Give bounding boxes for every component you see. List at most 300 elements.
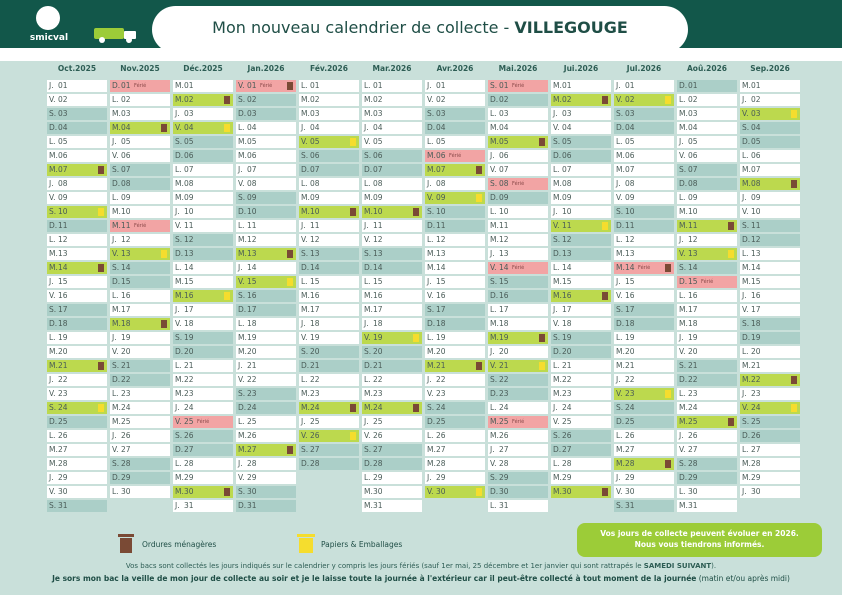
day-cell xyxy=(677,500,737,512)
weekday-letter: S. xyxy=(112,263,120,272)
day-number: 12 xyxy=(373,235,383,244)
weekday-letter: J. xyxy=(175,305,180,314)
weekday-letter: L. xyxy=(49,137,56,146)
day-number: 22 xyxy=(58,375,68,384)
weekday-letter: L. xyxy=(742,151,749,160)
day-number: 16 xyxy=(373,291,383,300)
day-cell xyxy=(299,290,359,302)
day-number: 03 xyxy=(58,109,68,118)
day-cell xyxy=(299,388,359,400)
day-cell xyxy=(551,206,611,218)
day-cell xyxy=(614,276,674,288)
weekday-letter: M. xyxy=(742,81,751,90)
day-cell xyxy=(614,178,674,190)
weekday-letter: D. xyxy=(679,179,688,188)
day-number: 02 xyxy=(121,95,131,104)
weekday-letter: D. xyxy=(427,221,436,230)
weekday-letter: V. xyxy=(553,123,560,132)
day-cell xyxy=(614,416,674,428)
weekday-letter: J. xyxy=(616,277,621,286)
weekday-letter: M. xyxy=(301,95,310,104)
day-number: 01 xyxy=(751,81,761,90)
weekday-letter: S. xyxy=(553,137,561,146)
weekday-letter: S. xyxy=(175,431,183,440)
weekday-letter: V. xyxy=(238,375,245,384)
day-number: 02 xyxy=(58,95,68,104)
household-waste-bin-icon xyxy=(539,334,545,342)
day-number: 09 xyxy=(373,193,383,202)
weekday-letter: D. xyxy=(616,417,625,426)
day-cell xyxy=(173,94,233,106)
day-cell xyxy=(740,346,800,358)
day-number: 21 xyxy=(310,361,320,370)
day-cell xyxy=(740,108,800,120)
day-cell xyxy=(614,304,674,316)
weekday-letter: L. xyxy=(490,305,497,314)
day-cell xyxy=(740,304,800,316)
day-number: 19 xyxy=(562,333,572,342)
weekday-letter: M. xyxy=(301,207,310,216)
weekday-letter: L. xyxy=(490,207,497,216)
day-cell xyxy=(362,290,422,302)
day-number: 05 xyxy=(562,137,572,146)
weekday-letter: J. xyxy=(742,389,747,398)
day-cell xyxy=(488,416,548,428)
day-number: 18 xyxy=(373,319,383,328)
weekday-letter: V. xyxy=(112,347,119,356)
recycling-bin-icon xyxy=(665,96,671,104)
weekday-letter: J. xyxy=(427,277,432,286)
day-cell xyxy=(488,276,548,288)
weekday-letter: M. xyxy=(175,179,184,188)
day-cell xyxy=(110,262,170,274)
household-waste-bin-icon xyxy=(350,404,356,412)
day-number: 12 xyxy=(436,235,446,244)
weekday-letter: M. xyxy=(364,501,373,510)
household-waste-bin-icon xyxy=(602,488,608,496)
day-number: 29 xyxy=(373,473,383,482)
day-number: 18 xyxy=(247,319,257,328)
day-number: 08 xyxy=(688,179,698,188)
day-cell xyxy=(551,360,611,372)
weekday-letter: V. xyxy=(301,333,308,342)
day-number: 16 xyxy=(436,291,446,300)
day-number: 26 xyxy=(184,431,194,440)
weekday-letter: J. xyxy=(490,151,495,160)
weekday-letter: V. xyxy=(49,389,56,398)
day-number: 09 xyxy=(625,193,635,202)
day-cell xyxy=(47,374,107,386)
day-cell xyxy=(740,276,800,288)
weekday-letter: L. xyxy=(427,137,434,146)
day-number: 28 xyxy=(499,459,509,468)
day-number: 05 xyxy=(310,137,320,146)
weekday-letter: S. xyxy=(175,137,183,146)
day-cell xyxy=(110,248,170,260)
weekday-letter: S. xyxy=(49,207,57,216)
day-number: 17 xyxy=(184,305,194,314)
day-number: 09 xyxy=(688,193,698,202)
weekday-letter: L. xyxy=(616,235,623,244)
day-number: 04 xyxy=(373,123,383,132)
notice-box xyxy=(577,523,822,557)
day-number: 25 xyxy=(121,417,131,426)
weekday-letter: V. xyxy=(175,319,182,328)
day-cell xyxy=(236,472,296,484)
day-cell xyxy=(614,150,674,162)
weekday-letter: V. xyxy=(679,445,686,454)
day-cell xyxy=(362,80,422,92)
weekday-letter: D. xyxy=(364,459,373,468)
weekday-letter: J. xyxy=(742,291,747,300)
day-number: 06 xyxy=(121,151,131,160)
day-number: 23 xyxy=(58,389,68,398)
weekday-letter: D. xyxy=(427,319,436,328)
weekday-letter: M. xyxy=(427,263,436,272)
day-number: 06 xyxy=(373,151,383,160)
weekday-letter: M. xyxy=(427,361,436,370)
day-number: 13 xyxy=(625,249,635,258)
day-cell xyxy=(740,430,800,442)
day-cell xyxy=(425,220,485,232)
day-cell xyxy=(677,444,737,456)
day-number: 07 xyxy=(121,165,131,174)
page-title xyxy=(212,18,628,37)
holiday-label: Férié xyxy=(512,180,525,187)
day-number: 31 xyxy=(184,501,194,510)
day-number: 29 xyxy=(436,473,446,482)
day-number: 22 xyxy=(436,375,446,384)
weekday-letter: M. xyxy=(490,319,499,328)
month-header: Déc.2025 xyxy=(183,64,223,73)
day-number: 23 xyxy=(688,389,698,398)
day-cell xyxy=(47,430,107,442)
day-number: 17 xyxy=(436,305,446,314)
day-cell xyxy=(425,276,485,288)
weekday-letter: M. xyxy=(364,403,373,412)
day-cell xyxy=(110,108,170,120)
weekday-letter: L. xyxy=(364,473,371,482)
weekday-letter: V. xyxy=(238,81,245,90)
day-cell xyxy=(110,164,170,176)
day-number: 10 xyxy=(247,207,257,216)
weekday-letter: M. xyxy=(553,487,562,496)
day-number: 19 xyxy=(184,333,194,342)
weekday-letter: S. xyxy=(490,277,498,286)
weekday-letter: L. xyxy=(364,179,371,188)
day-cell xyxy=(740,220,800,232)
day-cell xyxy=(236,178,296,190)
day-number: 22 xyxy=(625,375,635,384)
day-cell xyxy=(551,304,611,316)
day-cell xyxy=(110,192,170,204)
day-number: 17 xyxy=(688,305,698,314)
day-cell xyxy=(488,304,548,316)
recycling-bin-icon xyxy=(413,334,419,342)
weekday-letter: D. xyxy=(490,95,499,104)
day-cell xyxy=(551,430,611,442)
day-number: 30 xyxy=(751,487,761,496)
day-number: 22 xyxy=(247,375,257,384)
weekday-letter: V. xyxy=(238,277,245,286)
weekday-letter: D. xyxy=(679,473,688,482)
day-number: 19 xyxy=(436,333,446,342)
day-number: 11 xyxy=(184,221,194,230)
weekday-letter: S. xyxy=(679,165,687,174)
day-cell xyxy=(47,164,107,176)
day-number: 01 xyxy=(373,81,383,90)
day-cell xyxy=(740,416,800,428)
day-cell xyxy=(677,402,737,414)
day-cell xyxy=(740,206,800,218)
day-number: 01 xyxy=(58,81,68,90)
day-cell xyxy=(173,150,233,162)
weekday-letter: D. xyxy=(301,459,310,468)
day-number: 11 xyxy=(499,221,509,230)
day-cell xyxy=(614,402,674,414)
weekday-letter: J. xyxy=(238,459,243,468)
weekday-letter: M. xyxy=(553,277,562,286)
day-cell xyxy=(362,360,422,372)
month-header: Jul.2026 xyxy=(626,64,662,73)
weekday-letter: M. xyxy=(742,165,751,174)
day-cell xyxy=(677,318,737,330)
weekday-letter: J. xyxy=(427,179,432,188)
weekday-letter: M. xyxy=(490,235,499,244)
day-number: 13 xyxy=(310,249,320,258)
weekday-letter: J. xyxy=(490,347,495,356)
weekday-letter: J. xyxy=(175,403,180,412)
day-number: 14 xyxy=(184,263,194,272)
weekday-letter: M. xyxy=(364,95,373,104)
weekday-letter: L. xyxy=(679,291,686,300)
day-number: 05 xyxy=(373,137,383,146)
day-cell xyxy=(299,192,359,204)
day-cell xyxy=(362,388,422,400)
weekday-letter: S. xyxy=(490,81,498,90)
weekday-letter: D. xyxy=(49,221,58,230)
day-number: 02 xyxy=(436,95,446,104)
garbage-truck-icon xyxy=(92,24,140,44)
day-number: 12 xyxy=(58,235,68,244)
day-number: 25 xyxy=(751,417,761,426)
day-cell xyxy=(173,472,233,484)
day-cell xyxy=(677,416,737,428)
day-number: 04 xyxy=(751,123,761,132)
day-number: 31 xyxy=(247,501,257,510)
smicval-logo xyxy=(26,6,72,44)
day-number: 26 xyxy=(751,431,761,440)
weekday-letter: S. xyxy=(301,151,309,160)
day-cell xyxy=(551,290,611,302)
day-number: 13 xyxy=(688,249,698,258)
weekday-letter: M. xyxy=(112,403,121,412)
weekday-letter: D. xyxy=(679,375,688,384)
day-cell xyxy=(110,458,170,470)
day-cell xyxy=(173,80,233,92)
weekday-letter: M. xyxy=(112,417,121,426)
day-number: 27 xyxy=(121,445,131,454)
weekday-letter: V. xyxy=(553,319,560,328)
weekday-letter: J. xyxy=(301,221,306,230)
day-number: 28 xyxy=(436,459,446,468)
weekday-letter: M. xyxy=(490,417,499,426)
day-number: 10 xyxy=(499,207,509,216)
day-cell xyxy=(362,220,422,232)
day-cell xyxy=(677,178,737,190)
day-number: 10 xyxy=(373,207,383,216)
day-cell xyxy=(551,164,611,176)
day-cell xyxy=(362,500,422,512)
weekday-letter: D. xyxy=(553,445,562,454)
day-number: 18 xyxy=(688,319,698,328)
day-cell xyxy=(362,416,422,428)
day-number: 23 xyxy=(751,389,761,398)
weekday-letter: D. xyxy=(364,361,373,370)
day-number: 29 xyxy=(562,473,572,482)
day-cell xyxy=(236,248,296,260)
day-number: 31 xyxy=(499,501,509,510)
weekday-letter: M. xyxy=(175,277,184,286)
weekday-letter: D. xyxy=(679,81,688,90)
day-number: 10 xyxy=(310,207,320,216)
weekday-letter: J. xyxy=(427,375,432,384)
day-number: 24 xyxy=(562,403,572,412)
household-waste-bin-icon xyxy=(728,418,734,426)
day-cell xyxy=(299,346,359,358)
day-number: 24 xyxy=(247,403,257,412)
day-cell xyxy=(110,444,170,456)
weekday-letter: M. xyxy=(175,95,184,104)
recycling-bin-icon xyxy=(665,390,671,398)
day-number: 05 xyxy=(436,137,446,146)
weekday-letter: M. xyxy=(616,263,625,272)
day-number: 18 xyxy=(121,319,131,328)
day-number: 27 xyxy=(751,445,761,454)
day-cell xyxy=(488,430,548,442)
weekday-letter: V. xyxy=(490,165,497,174)
day-cell xyxy=(236,262,296,274)
footer-instruction xyxy=(0,574,842,583)
day-cell xyxy=(362,318,422,330)
household-waste-bin-icon xyxy=(602,292,608,300)
day-number: 04 xyxy=(688,123,698,132)
weekday-letter: V. xyxy=(616,193,623,202)
day-cell xyxy=(362,304,422,316)
weekday-letter: S. xyxy=(742,123,750,132)
day-number: 22 xyxy=(310,375,320,384)
day-number: 28 xyxy=(310,459,320,468)
day-number: 18 xyxy=(499,319,509,328)
day-cell xyxy=(47,192,107,204)
day-cell xyxy=(173,108,233,120)
day-number: 24 xyxy=(688,403,698,412)
day-number: 25 xyxy=(562,417,572,426)
weekday-letter: S. xyxy=(742,221,750,230)
weekday-letter: L. xyxy=(616,333,623,342)
day-number: 26 xyxy=(121,431,131,440)
weekday-letter: D. xyxy=(427,417,436,426)
day-number: 06 xyxy=(58,151,68,160)
day-number: 07 xyxy=(373,165,383,174)
day-cell xyxy=(299,178,359,190)
day-cell xyxy=(299,206,359,218)
day-cell xyxy=(488,360,548,372)
day-number: 24 xyxy=(310,403,320,412)
day-cell xyxy=(488,262,548,274)
weekday-letter: J. xyxy=(490,445,495,454)
day-cell xyxy=(677,388,737,400)
day-number: 08 xyxy=(625,179,635,188)
household-waste-bin-icon xyxy=(476,166,482,174)
month-header: Sep.2026 xyxy=(750,64,790,73)
day-number: 03 xyxy=(625,109,635,118)
day-number: 15 xyxy=(688,277,698,286)
weekday-letter: S. xyxy=(616,501,624,510)
weekday-letter: M. xyxy=(553,291,562,300)
weekday-letter: V. xyxy=(427,487,434,496)
weekday-letter: M. xyxy=(112,221,121,230)
day-number: 10 xyxy=(58,207,68,216)
day-cell xyxy=(47,234,107,246)
weekday-letter: S. xyxy=(427,403,435,412)
day-number: 24 xyxy=(751,403,761,412)
weekday-letter: L. xyxy=(364,375,371,384)
day-cell xyxy=(236,458,296,470)
day-cell xyxy=(362,122,422,134)
weekday-letter: V. xyxy=(364,431,371,440)
day-cell xyxy=(236,444,296,456)
day-cell xyxy=(740,136,800,148)
weekday-letter: L. xyxy=(553,165,560,174)
weekday-letter: V. xyxy=(112,151,119,160)
day-number: 12 xyxy=(310,235,320,244)
weekday-letter: M. xyxy=(679,305,688,314)
month-header: Jui.2026 xyxy=(563,64,599,73)
day-cell xyxy=(47,500,107,512)
weekday-letter: S. xyxy=(49,403,57,412)
day-cell xyxy=(110,94,170,106)
weekday-letter: D. xyxy=(238,207,247,216)
day-number: 07 xyxy=(562,165,572,174)
day-number: 07 xyxy=(310,165,320,174)
day-number: 17 xyxy=(247,305,257,314)
day-cell xyxy=(173,164,233,176)
holiday-label: Férié xyxy=(449,152,462,159)
weekday-letter: M. xyxy=(238,333,247,342)
day-number: 16 xyxy=(310,291,320,300)
day-cell xyxy=(299,458,359,470)
weekday-letter: M. xyxy=(364,291,373,300)
day-cell xyxy=(47,402,107,414)
day-number: 29 xyxy=(247,473,257,482)
weekday-letter: D. xyxy=(742,333,751,342)
day-cell xyxy=(677,360,737,372)
day-number: 14 xyxy=(373,263,383,272)
day-number: 03 xyxy=(121,109,131,118)
day-number: 30 xyxy=(373,487,383,496)
weekday-letter: L. xyxy=(364,81,371,90)
day-cell xyxy=(236,80,296,92)
day-cell xyxy=(614,332,674,344)
weekday-letter: S. xyxy=(616,207,624,216)
day-number: 19 xyxy=(625,333,635,342)
day-cell xyxy=(299,332,359,344)
weekday-letter: L. xyxy=(238,123,245,132)
weekday-letter: L. xyxy=(616,431,623,440)
weekday-letter: J. xyxy=(427,473,432,482)
day-cell xyxy=(425,444,485,456)
